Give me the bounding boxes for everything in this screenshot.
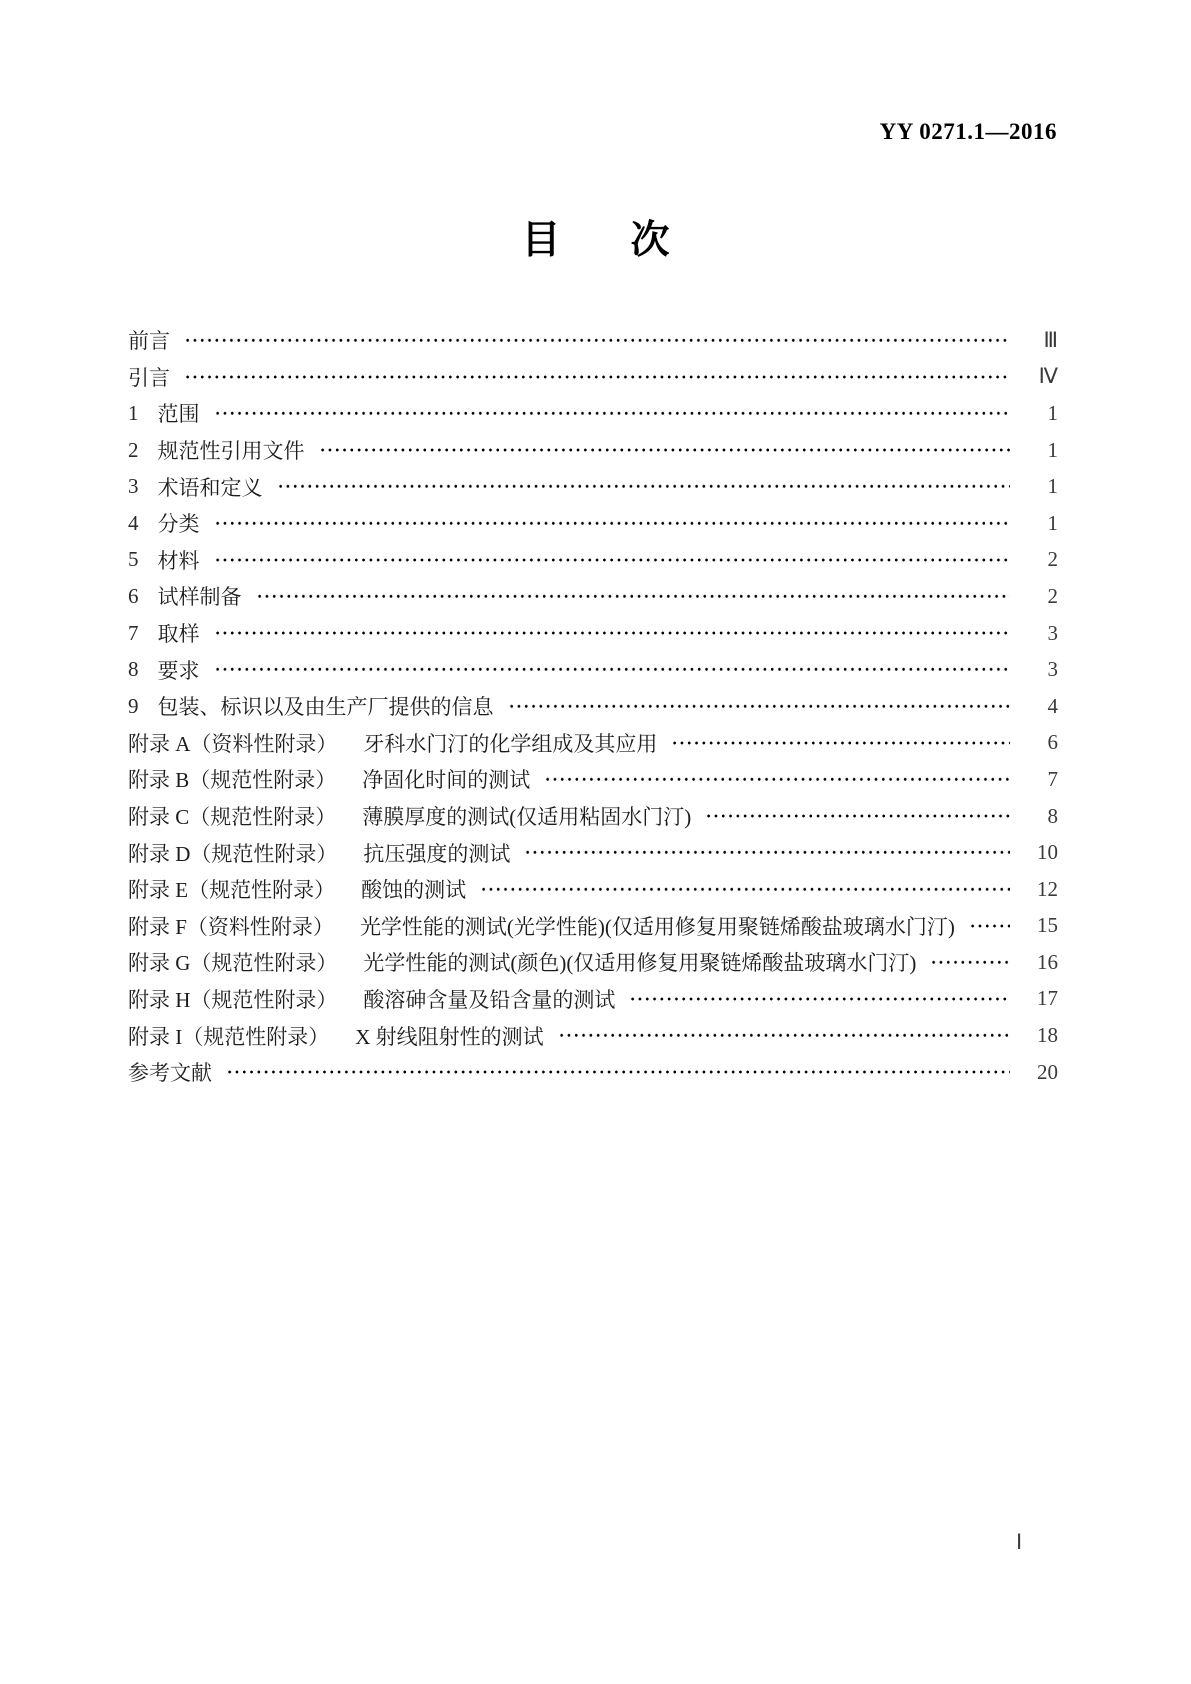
toc-entry-section: 附录 H（规范性附录） (128, 987, 338, 1012)
dot-leader (275, 468, 1011, 505)
dot-leader (224, 1054, 1010, 1091)
page-title-char-left: 目 (521, 219, 561, 262)
toc-entry (128, 908, 1058, 945)
toc-entry-title: 酸蚀的测试 (361, 878, 467, 903)
toc-entry-page: 2 (1047, 547, 1058, 572)
toc-entry-title: 包装、标识以及由生产厂提供的信息 (157, 695, 494, 720)
dot-leader (212, 395, 1011, 432)
toc-entry (128, 944, 1058, 981)
toc-entry (128, 1054, 1058, 1091)
dot-leader (317, 432, 1011, 469)
dot-leader (478, 871, 1010, 908)
dot-leader (182, 322, 1010, 359)
toc-entry-page: Ⅲ (1043, 327, 1058, 352)
toc-entry-number: 9 (128, 693, 139, 718)
footer-page-number: Ⅰ (1016, 1530, 1023, 1554)
dot-leader (522, 834, 1010, 871)
toc-entry (128, 578, 1058, 615)
toc-entry (128, 359, 1058, 396)
toc-entry-section: 附录 C（规范性附录） (128, 805, 337, 830)
toc-entry-page: 18 (1037, 1023, 1058, 1048)
dot-leader (669, 725, 1010, 762)
toc-entry (128, 468, 1058, 505)
toc-entry-number: 1 (128, 400, 139, 425)
toc-entry-title: 抗压强度的测试 (363, 841, 511, 866)
toc-entry (128, 725, 1058, 762)
toc-entry (128, 798, 1058, 835)
toc-entry (128, 542, 1058, 579)
toc-entry (128, 505, 1058, 542)
toc-entry (128, 651, 1058, 688)
toc-entry (128, 615, 1058, 652)
toc-entry-number: 8 (128, 657, 139, 682)
toc-entry (128, 432, 1058, 469)
toc-entry-number: 7 (128, 620, 139, 645)
toc-entry (128, 981, 1058, 1018)
dot-leader (627, 981, 1010, 1018)
toc-entry-title: 净固化时间的测试 (362, 768, 531, 793)
toc-entry-page: 4 (1047, 693, 1058, 718)
toc-entry-page: 17 (1037, 986, 1058, 1011)
toc-entry-title: 引言 (128, 365, 170, 390)
dot-leader (703, 798, 1010, 835)
toc-entry-title: 试样制备 (157, 585, 242, 610)
toc-entry-page: 16 (1037, 949, 1058, 974)
toc-entry-page: 1 (1047, 400, 1058, 425)
toc-entry-page: 15 (1037, 913, 1058, 938)
toc-entry-page: 1 (1047, 437, 1058, 462)
toc-entry-number: 3 (128, 474, 139, 499)
toc-entry-number: 6 (128, 583, 139, 608)
toc-entry-number: 2 (128, 437, 139, 462)
toc-entry (128, 1017, 1058, 1054)
toc-entry-section: 附录 B（规范性附录） (128, 768, 337, 793)
toc-entry (128, 834, 1058, 871)
toc-entry-section: 附录 G（规范性附录） (128, 951, 338, 976)
page-title (0, 221, 1191, 260)
toc-entry-title: 薄膜厚度的测试(仅适用粘固水门汀) (362, 805, 692, 830)
toc-entry-section: 附录 F（资料性附录） (128, 914, 334, 939)
toc-entry-page: 12 (1037, 876, 1058, 901)
toc-entry-title: 取样 (157, 622, 200, 647)
toc-entry (128, 871, 1058, 908)
toc-entry-title: 酸溶砷含量及铅含量的测试 (363, 987, 616, 1012)
toc-entry-title: 分类 (157, 512, 200, 537)
toc-entry-title: 规范性引用文件 (157, 439, 305, 464)
toc-entry-page: 6 (1047, 730, 1058, 755)
toc-entry-section: 附录 D（规范性附录） (128, 841, 338, 866)
toc-entry-title: 光学性能的测试(光学性能)(仅适用修复用聚链烯酸盐玻璃水门汀) (359, 914, 955, 939)
toc-entry-number: 4 (128, 510, 139, 535)
toc-entry-section: 附录 I（规范性附录） (128, 1024, 330, 1049)
toc-entry-section: 附录 E（规范性附录） (128, 878, 336, 903)
toc-entry-page: 8 (1047, 803, 1058, 828)
dot-leader (542, 761, 1010, 798)
toc-entry-number: 5 (128, 547, 139, 572)
toc-entry-page: 10 (1037, 840, 1058, 865)
toc-entry-title: X 射线阻射性的测试 (355, 1024, 544, 1049)
toc-entry-title: 前言 (128, 329, 170, 354)
dot-leader (212, 615, 1011, 652)
toc-entry-title: 材料 (157, 548, 200, 573)
dot-leader (212, 505, 1011, 542)
toc-entry-page: 7 (1047, 766, 1058, 791)
toc-entry-title: 术语和定义 (157, 475, 263, 500)
standard-number: YY 0271.1—2016 (879, 119, 1057, 144)
toc-entry-title: 牙科水门汀的化学组成及其应用 (363, 731, 658, 756)
toc-entry-page: 2 (1047, 583, 1058, 608)
toc-entry-page: 3 (1047, 620, 1058, 645)
toc-entry-page: 3 (1047, 657, 1058, 682)
toc-entry (128, 761, 1058, 798)
toc-entry-page: 20 (1037, 1059, 1058, 1084)
toc-entry-title: 参考文献 (128, 1061, 212, 1086)
toc-entry-title: 光学性能的测试(颜色)(仅适用修复用聚链烯酸盐玻璃水门汀) (363, 951, 917, 976)
dot-leader (928, 944, 1010, 981)
toc-entry-page: Ⅳ (1038, 364, 1058, 389)
page-title-char-right: 次 (630, 219, 670, 262)
toc-entry-title: 要求 (157, 658, 200, 683)
dot-leader (967, 908, 1010, 945)
toc-entry-page: 1 (1047, 510, 1058, 535)
dot-leader (212, 651, 1011, 688)
toc-entry (128, 322, 1058, 359)
toc-entry-title: 范围 (157, 402, 200, 427)
dot-leader (212, 542, 1011, 579)
toc-entry (128, 688, 1058, 725)
dot-leader (506, 688, 1011, 725)
toc-entry (128, 395, 1058, 432)
toc-entry-section: 附录 A（资料性附录） (128, 731, 338, 756)
toc-list (128, 322, 1058, 1090)
dot-leader (254, 578, 1011, 615)
dot-leader (556, 1017, 1010, 1054)
toc-entry-page: 1 (1047, 474, 1058, 499)
dot-leader (182, 359, 1010, 396)
